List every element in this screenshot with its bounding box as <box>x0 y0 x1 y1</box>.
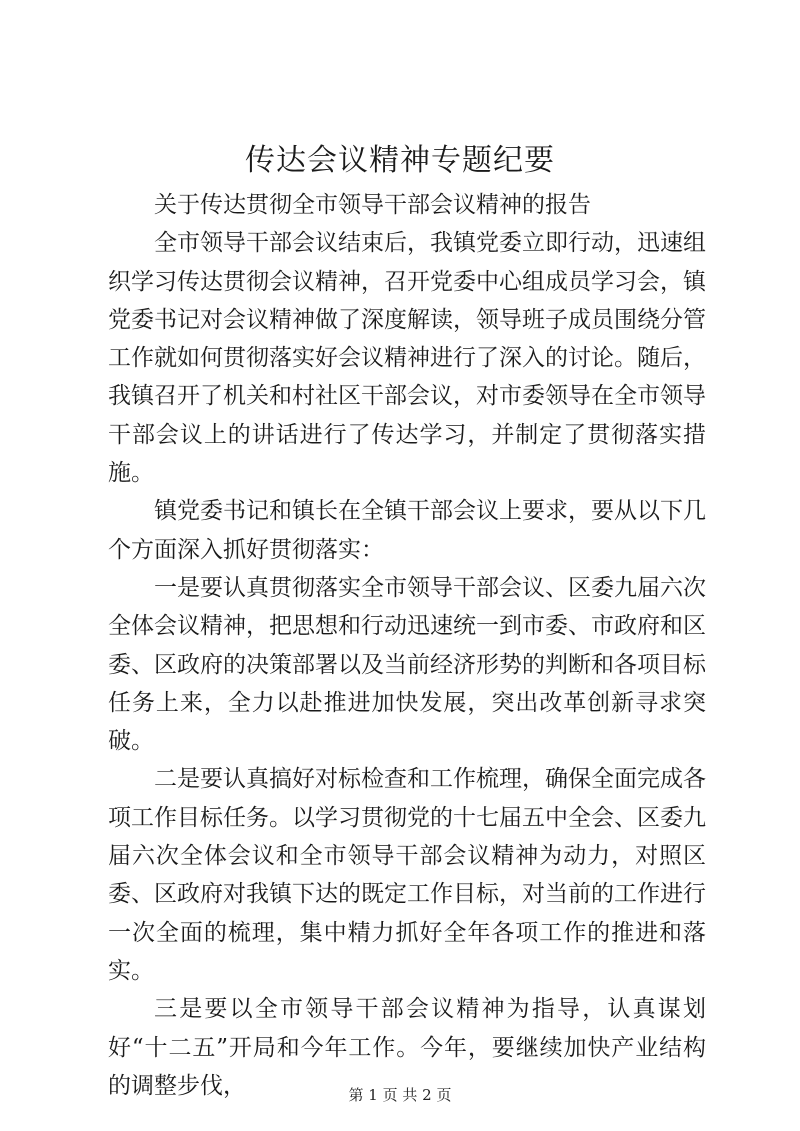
paragraph-point-three: 三是要以全市领导干部会议精神为指导，认真谋划好“十二五”开局和今年工作。今年，要继续加快产业结构的调整步伐， <box>108 996 706 1099</box>
page-number-footer: 第 1 页 共 2 页 <box>348 1086 452 1104</box>
report-subtitle: 关于传达贯彻全市领导干部会议精神的报告 <box>154 192 591 218</box>
document-body <box>108 186 706 1105</box>
paragraph-meeting-summary: 全市领导干部会议结束后，我镇党委立即行动，迅速组织学习传达贯彻会议精神，召开党委中心组成员学习会，镇党委书记对会议精神做了深度解读，领导班子成员围绕分管工作就如何贯彻落实好会议精神进行了深入的讨论。随后，我镇召开了机关和村社区干部会议，对市委领导在全市领导干部会议上的讲话进行了传达学习，并制定了贯彻落实措施。 <box>108 230 706 487</box>
document-title: 传达会议精神专题纪要 <box>245 143 555 178</box>
paragraph-point-two: 二是要认真搞好对标检查和工作梳理，确保全面完成各项工作目标任务。以学习贯彻党的十七届五中全会、区委九届六次全体会议和全市领导干部会议精神为动力，对照区委、区政府对我镇下达的既定工作目标，对当前的工作进行一次全面的梳理，集中精力抓好全年各项工作的推进和落实。 <box>108 766 706 984</box>
paragraph-point-one: 一是要认真贯彻落实全市领导干部会议、区委九届六次全体会议精神，把思想和行动迅速统一到市委、市政府和区委、区政府的决策部署以及当前经济形势的判断和各项目标任务上来，全力以赴推进加快发展，突出改革创新寻求突破。 <box>108 574 706 755</box>
paragraph-requirements-intro: 镇党委书记和镇长在全镇干部会议上要求，要从以下几个方面深入抓好贯彻落实： <box>108 498 706 563</box>
